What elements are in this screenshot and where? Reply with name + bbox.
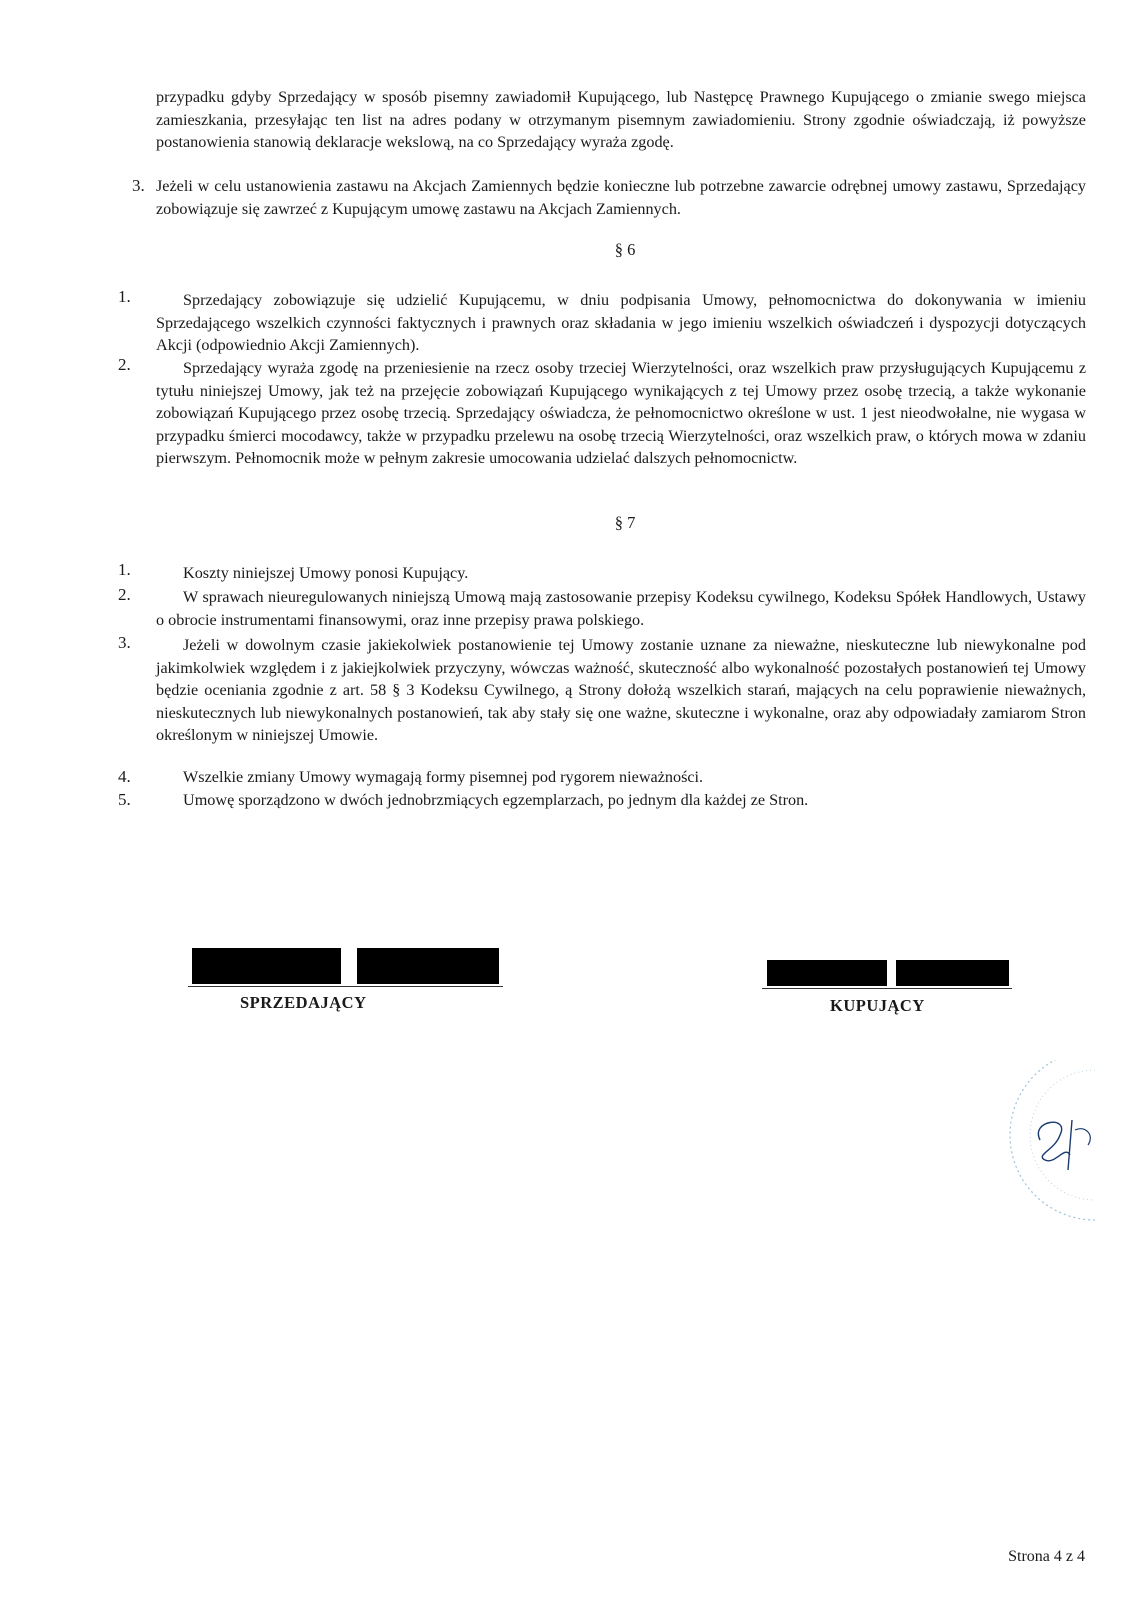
s7-item-2-number: 2. bbox=[118, 585, 131, 604]
buyer-signature-line bbox=[762, 988, 1012, 989]
seller-signature-redaction bbox=[192, 948, 341, 984]
stamp-with-initials-icon bbox=[1000, 1060, 1100, 1260]
s6-item-1-number: 1. bbox=[118, 287, 131, 306]
section-6-title: § 6 bbox=[614, 240, 636, 259]
seller-signature-line bbox=[188, 986, 503, 987]
item-text: Jeżeli w celu ustanowienia zastawu na Akcjach Zamiennych będzie konieczne lub potrzebne zawarcie odrębnej umowy zastawu, Sprzedający zobowiązuje się zawrzeć z Kupującym umowę zastawu na Akcjach Zamiennych. bbox=[156, 177, 1086, 218]
s6-item-2-number: 2. bbox=[118, 355, 131, 374]
s6-item-1-text: Sprzedający zobowiązuje się udzielić Kupującemu, w dniu podpisania Umowy, pełnomocnictwa do dokonywania w imieniu Sprzedającego wszelkich czynności faktycznych i prawnych oraz składania w jego imieniu wszelkich oświadczeń i dyspozycji dotyczących Akcji (odpowiednio Akcji Zamiennych). bbox=[156, 291, 1086, 354]
buyer-signature-redaction bbox=[767, 960, 887, 986]
buyer-label: KUPUJĄCY bbox=[830, 996, 925, 1015]
item-number: 3. bbox=[132, 176, 145, 195]
s6-item-2-text: Sprzedający wyraża zgodę na przeniesienie na rzecz osoby trzeciej Wierzytelności, oraz wszelkich praw przysługujących Kupującemu z tytułu niniejszej Umowy, jak też na przejęcie zobowiązań Kupującego wynikających z tej Umowy przez osobę trzecią, a także wykonanie zobowiązań Kupującego przez osobę trzecią. Sprzedający oświadcza, że pełnomocnictwo określone w ust. 1 jest nieodwołalne, nie wygasa w przypadku śmierci mocodawcy, także w przypadku przelewu na osobę trzecią Wierzytelności, oraz wszelkich praw, o których mowa w zdaniu pierwszym. Pełnomocnik może w pełnym zakresie umocowania udzielać dalszych pełnomocnictw. bbox=[156, 359, 1086, 467]
seller-label: SPRZEDAJĄCY bbox=[240, 993, 367, 1012]
s7-item-3-number: 3. bbox=[118, 633, 131, 652]
s7-item-1-text: Koszty niniejszej Umowy ponosi Kupujący. bbox=[183, 564, 469, 582]
page-number: Strona 4 z 4 bbox=[1008, 1548, 1085, 1565]
section-7-title: § 7 bbox=[614, 513, 636, 532]
intro-paragraph: przypadku gdyby Sprzedający w sposób pisemny zawiadomił Kupującego, lub Następcę Prawnego Kupującego o zmianie swego miejsca zamieszkania, przesyłając ten list na adres podany w otrzymanym pisemnym zawiadomieniu. Strony zgodnie oświadczają, iż powyższe postanowienia stanowią deklaracje wekslową, na co Sprzedający wyraża zgodę. bbox=[156, 88, 1086, 151]
buyer-signature-redaction bbox=[896, 960, 1009, 986]
s7-item-2-text: W sprawach nieuregulowanych niniejszą Umową mają zastosowanie przepisy Kodeksu cywilnego, Kodeksu Spółek Handlowych, Ustawy o obrocie instrumentami finansowymi, oraz inne przepisy prawa polskiego. bbox=[156, 588, 1086, 629]
s7-item-1-number: 1. bbox=[118, 560, 131, 579]
s7-item-5-number: 5. bbox=[118, 790, 131, 809]
s7-item-4-text: Wszelkie zmiany Umowy wymagają formy pisemnej pod rygorem nieważności. bbox=[183, 768, 704, 786]
s7-item-3-text: Jeżeli w dowolnym czasie jakiekolwiek postanowienie tej Umowy zostanie uznane za nieważne, nieskuteczne lub niewykonalne pod jakimkolwiek względem i z jakiejkolwiek przyczyny, wówczas ważność, skuteczność albo wykonalność pozostałych postanowień tej Umowy będzie oceniania zgodnie z art. 58 § 3 Kodeksu Cywilnego, ą Strony dołożą wszelkich starań, mających na celu poprawienie nieważnych, nieskutecznych lub niewykonalnych postanowień, tak aby stały się one ważne, skuteczne i wykonalne, oraz aby odpowiadały zamiarom Stron określonym w niniejszej Umowie. bbox=[156, 636, 1086, 744]
seller-signature-redaction bbox=[357, 948, 499, 984]
s7-item-4-number: 4. bbox=[118, 767, 131, 786]
s7-item-5-text: Umowę sporządzono w dwóch jednobrzmiących egzemplarzach, po jednym dla każdej ze Stron. bbox=[183, 791, 809, 809]
